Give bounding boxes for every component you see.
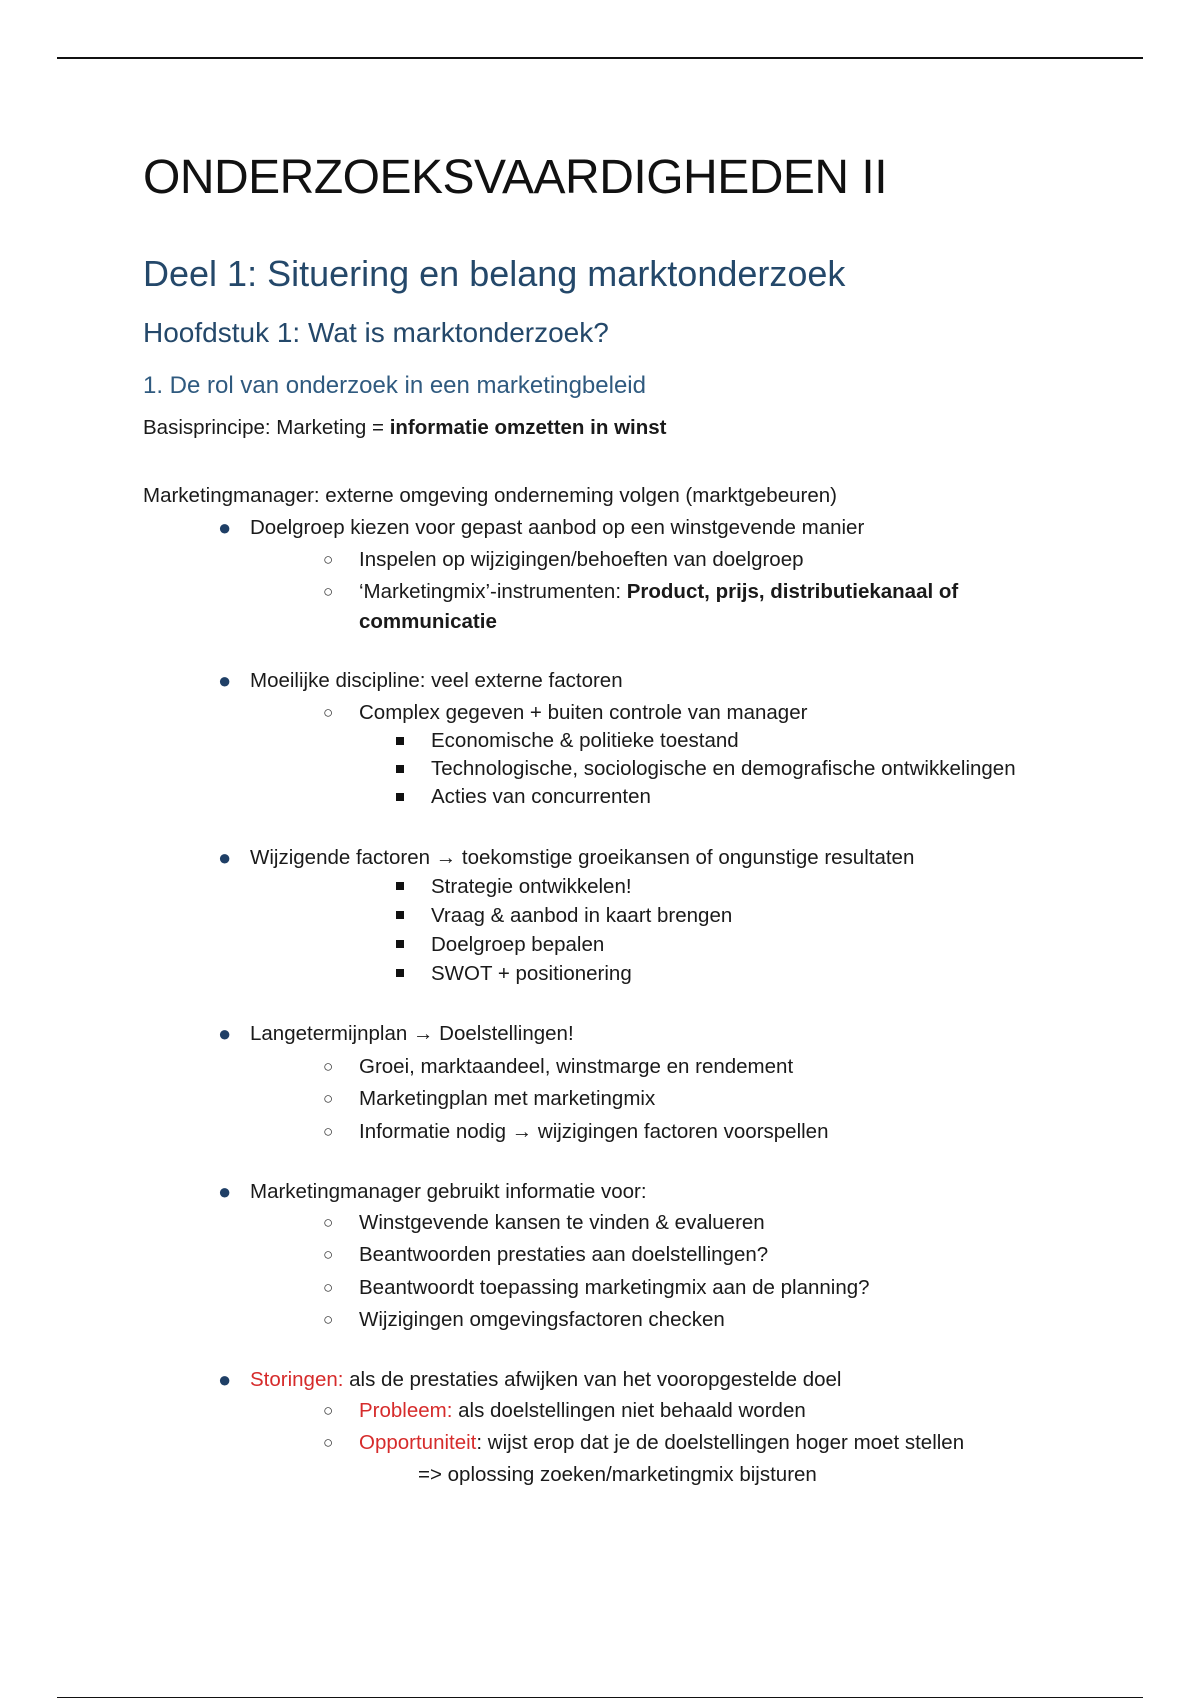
bullet-dot-icon: ● xyxy=(218,1367,232,1392)
chapter-heading: Hoofdstuk 1: Wat is marktonderzoek? xyxy=(143,317,609,348)
bullet-square-icon xyxy=(396,765,404,773)
bullet-dot-icon: ● xyxy=(218,515,232,540)
list-item: Marketingplan met marketingmix xyxy=(359,1087,656,1110)
intro-bold: informatie omzetten in winst xyxy=(389,416,667,439)
bullet-circle-icon: ○ xyxy=(323,1057,334,1076)
intro-line: Basisprincipe: Marketing = informatie omzetten in winst xyxy=(143,416,667,439)
storingen-label: Storingen: xyxy=(250,1368,344,1391)
list-item: Complex gegeven + buiten controle van manager xyxy=(359,701,808,724)
bottom-rule xyxy=(57,1697,1143,1698)
list-item: Langetermijnplan → Doelstellingen! xyxy=(250,1022,574,1045)
bullet-circle-icon: ○ xyxy=(323,1213,334,1232)
section-heading: 1. De rol van onderzoek in een marketingbeleid xyxy=(143,372,646,399)
bullet-square-icon xyxy=(396,940,404,948)
bullet-dot-icon: ● xyxy=(218,668,232,693)
followup-line: => oplossing zoeken/marketingmix bijsturen xyxy=(418,1463,817,1486)
bullet-circle-icon: ○ xyxy=(323,1245,334,1264)
list-item: SWOT + positionering xyxy=(431,962,632,985)
list-item: Informatie nodig → wijzigingen factoren voorspellen xyxy=(359,1120,829,1143)
list-item: Doelgroep kiezen voor gepast aanbod op een winstgevende manier xyxy=(250,516,865,539)
bullet-circle-icon: ○ xyxy=(323,550,334,569)
bullet-circle-icon: ○ xyxy=(323,1089,334,1108)
list-item: Strategie ontwikkelen! xyxy=(431,875,632,898)
bullet-square-icon xyxy=(396,911,404,919)
list-item: Beantwoordt toepassing marketingmix aan de planning? xyxy=(359,1276,870,1299)
bullet-square-icon xyxy=(396,793,404,801)
part-heading: Deel 1: Situering en belang marktonderzoek xyxy=(143,253,846,294)
list-item: Inspelen op wijzigingen/behoeften van doelgroep xyxy=(359,548,804,571)
list-item: Wijzigingen omgevingsfactoren checken xyxy=(359,1308,725,1331)
bullet-square-icon xyxy=(396,969,404,977)
manager-line: Marketingmanager: externe omgeving onderneming volgen (marktgebeuren) xyxy=(143,484,837,507)
list-item: Doelgroep bepalen xyxy=(431,933,605,956)
bullet-dot-icon: ● xyxy=(218,1179,232,1204)
list-item: ‘Marketingmix’-instrumenten: Product, prijs, distributiekanaal of xyxy=(359,580,959,603)
bullet-circle-icon: ○ xyxy=(323,1278,334,1297)
list-item: Technologische, sociologische en demografische ontwikkelingen xyxy=(431,757,1016,780)
bullet-dot-icon: ● xyxy=(218,1021,232,1046)
list-item: Probleem: als doelstellingen niet behaald worden xyxy=(359,1399,806,1422)
bullet-circle-icon: ○ xyxy=(323,1433,334,1452)
list-item: Marketingmanager gebruikt informatie voor: xyxy=(250,1180,647,1203)
list-item: Wijzigende factoren → toekomstige groeikansen of ongunstige resultaten xyxy=(250,846,915,869)
bullet-circle-icon: ○ xyxy=(323,1122,334,1141)
bullet-dot-icon: ● xyxy=(218,845,232,870)
list-item: Beantwoorden prestaties aan doelstellingen? xyxy=(359,1243,769,1266)
bullet-circle-icon: ○ xyxy=(323,1401,334,1420)
list-item: Vraag & aanbod in kaart brengen xyxy=(431,904,733,927)
list-item: Acties van concurrenten xyxy=(431,785,651,808)
list-item: Moeilijke discipline: veel externe factoren xyxy=(250,669,623,692)
document-title: ONDERZOEKSVAARDIGHEDEN II xyxy=(143,151,888,204)
probleem-label: Probleem: xyxy=(359,1399,453,1422)
bullet-circle-icon: ○ xyxy=(323,703,334,722)
list-item: Storingen: als de prestaties afwijken van het vooropgestelde doel xyxy=(250,1368,842,1391)
bullet-circle-icon: ○ xyxy=(323,582,334,601)
bullet-square-icon xyxy=(396,737,404,745)
list-item: Economische & politieke toestand xyxy=(431,729,739,752)
list-item: Winstgevende kansen te vinden & evalueren xyxy=(359,1211,765,1234)
top-rule xyxy=(57,57,1143,59)
list-item: Opportuniteit: wijst erop dat je de doelstellingen hoger moet stellen xyxy=(359,1431,965,1454)
bullet-square-icon xyxy=(396,882,404,890)
opportuniteit-label: Opportuniteit xyxy=(359,1431,477,1454)
list-item: Groei, marktaandeel, winstmarge en rendement xyxy=(359,1055,794,1078)
bullet-circle-icon: ○ xyxy=(323,1310,334,1329)
list-item-continuation: communicatie xyxy=(359,610,497,633)
